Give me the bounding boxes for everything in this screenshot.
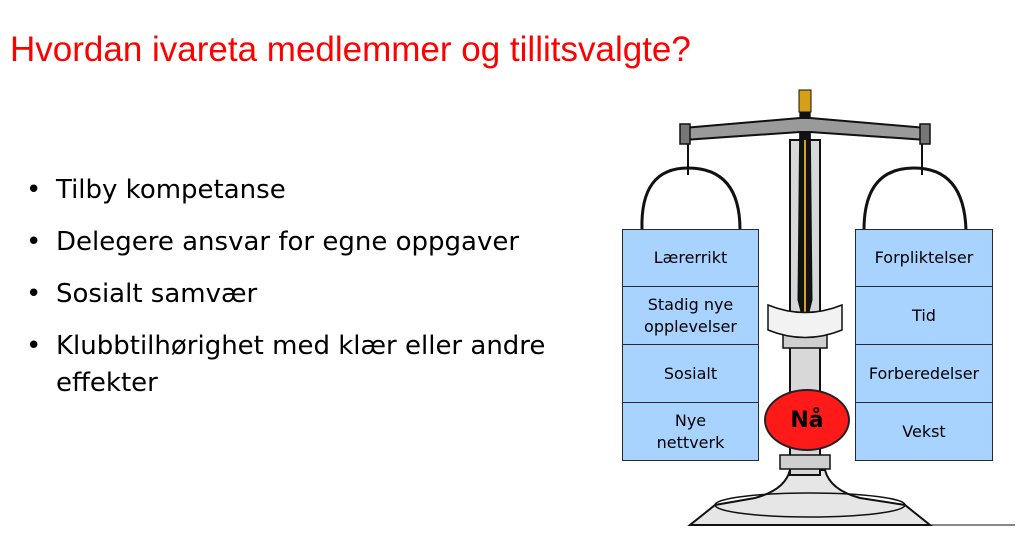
bullet-text: Sosialt samvær [56,279,258,309]
left-pan-box [622,286,759,345]
bullet-text: Klubbtilhørighet med klær eller andre effekter [56,331,546,398]
left-pan-label: Lærerrikt [653,248,728,267]
left-pan-box [622,229,759,287]
right-pan-box [855,286,993,345]
left-pan-arc [642,168,740,230]
right-pan-arc [864,168,966,230]
bullet-item [26,224,586,261]
left-pan-label: Stadig nye opplevelser [644,294,737,336]
bullet-text: Delegere ansvar for egne oppgaver [56,227,520,257]
bullet-list [26,172,586,417]
left-pan-box [622,402,759,461]
center-badge-label: Nå [790,407,824,433]
left-pan-label: Sosialt [663,363,718,383]
right-pan-label: Tid [912,305,936,325]
bullet-marker: • [26,279,42,309]
bullet-marker: • [26,175,42,205]
right-pan-box [855,402,993,461]
right-pan-label: Forpliktelser [874,248,974,267]
scale-needle-tip [799,90,811,112]
bullet-marker: • [26,227,42,257]
right-pan-label: Vekst [902,421,946,441]
left-pan-label: Nye nettverk [656,410,725,452]
bullet-marker: • [26,331,42,361]
left-pan-box [622,344,759,403]
slide-title: Hvordan ivareta medlemmer og tillitsvalgte? [10,30,691,69]
center-badge [764,389,850,451]
bullet-item [26,172,586,209]
right-pan-box [855,229,993,287]
right-pan-label: Forberedelser [868,363,980,383]
bullet-item [26,328,586,402]
right-pan-box [855,344,993,403]
bullet-item [26,276,586,313]
scale-pillar-collar [780,455,830,469]
bullet-text: Tilby kompetanse [56,175,286,205]
